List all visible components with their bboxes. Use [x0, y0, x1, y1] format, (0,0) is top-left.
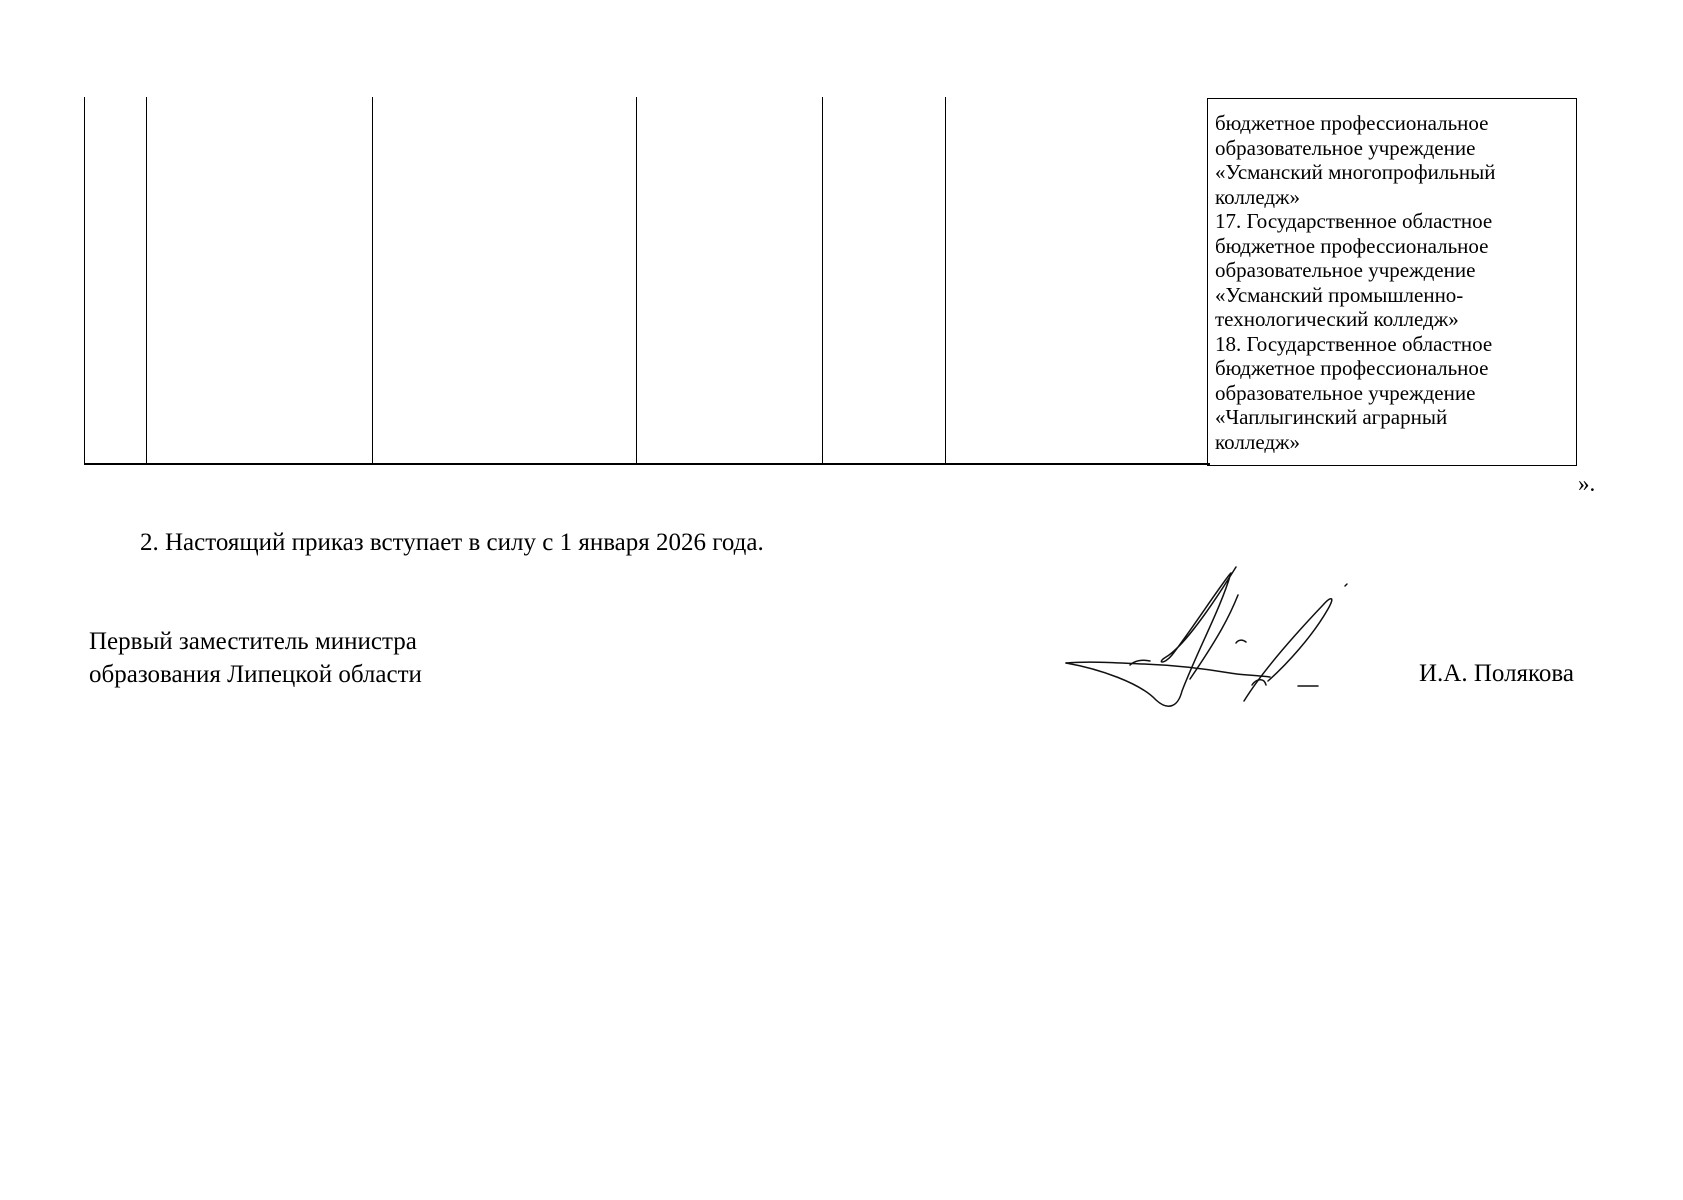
signer-title-line: образования Липецкой области	[89, 661, 422, 688]
signer-name: И.А. Полякова	[1419, 660, 1575, 687]
table-column-rule	[636, 97, 637, 464]
cell-line: технологический колледж»	[1215, 307, 1459, 331]
cell-line: образовательное учреждение	[1215, 380, 1476, 405]
cell-line: «Усманский промышленно-	[1215, 282, 1464, 307]
cell-line: образовательное учреждение	[1215, 258, 1476, 282]
cell-line: колледж»	[1215, 184, 1301, 209]
clause-2: 2. Настоящий приказ вступает в силу с 1 января 2026 года.	[140, 529, 764, 556]
cell-line: колледж»	[1215, 429, 1301, 454]
signer-title	[89, 625, 422, 691]
closing-quote: ».	[1578, 471, 1596, 496]
cell-line: образовательное учреждение	[1215, 135, 1476, 160]
table-column-rule	[945, 97, 946, 464]
cell-line: «Усманский многопрофильный	[1215, 160, 1496, 184]
cell-line: бюджетное профессиональное	[1215, 111, 1489, 135]
cell-line: 18. Государственное областное	[1215, 331, 1493, 356]
table-column-rule	[822, 97, 823, 464]
table-column-rule	[146, 97, 147, 464]
table-column-rule	[84, 97, 85, 464]
cell-line: бюджетное профессиональное	[1215, 233, 1489, 258]
handwritten-signature	[1060, 565, 1360, 715]
table-last-cell	[1207, 98, 1577, 466]
cell-line: 17. Государственное областное	[1215, 209, 1493, 233]
table-bottom-rule	[84, 463, 1210, 465]
cell-line: «Чаплыгинский аграрный	[1215, 405, 1448, 429]
table-column-rule	[372, 97, 373, 464]
cell-line: бюджетное профессиональное	[1215, 356, 1489, 380]
signer-title-line: Первый заместитель министра	[89, 628, 417, 655]
